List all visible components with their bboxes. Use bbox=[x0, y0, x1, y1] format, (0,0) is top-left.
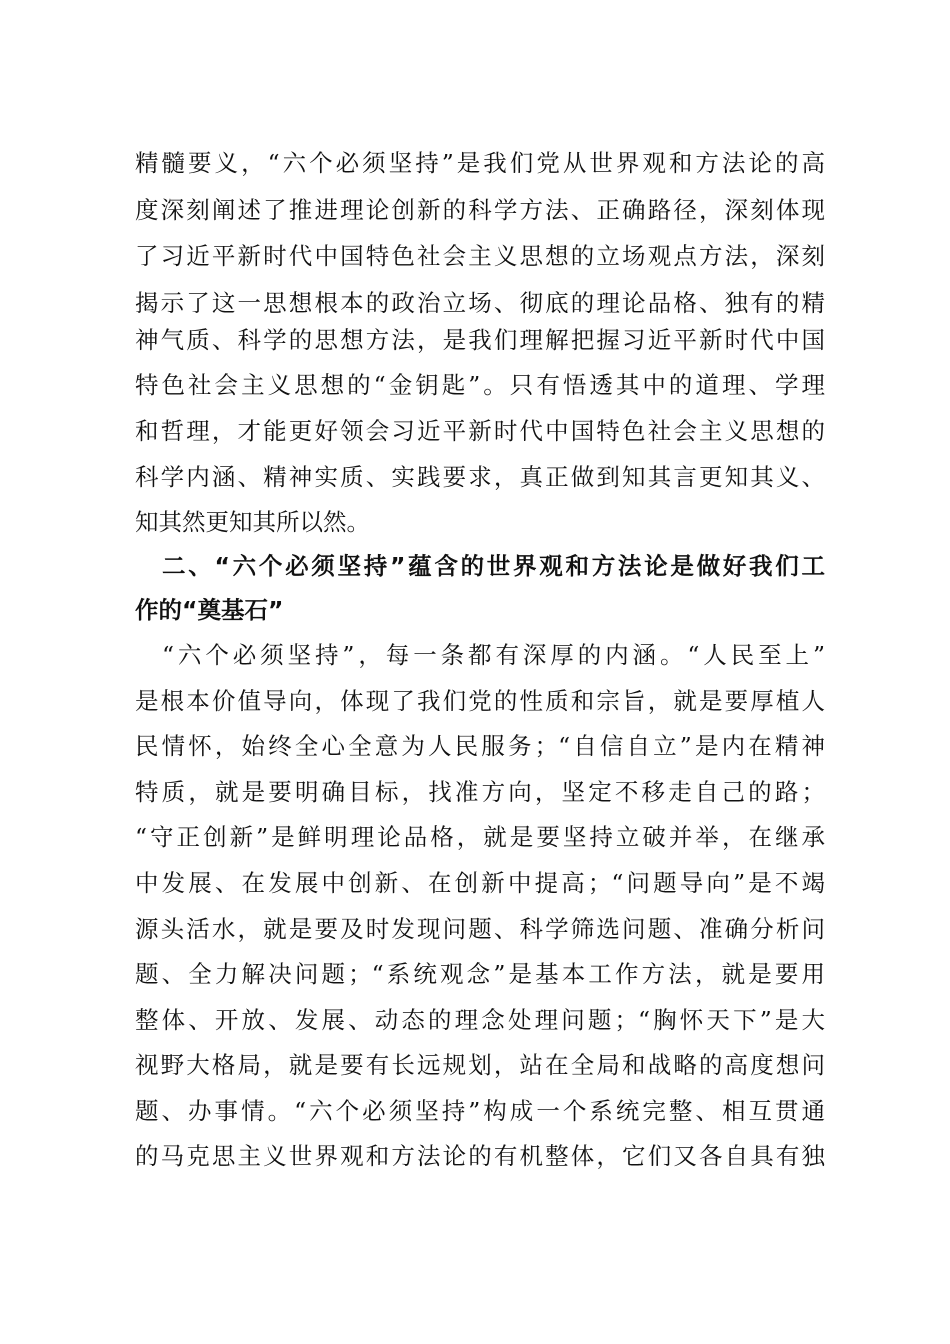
paragraph-2-line: 源头活水，就是要及时发现问题、科学筛选问题、准确分析问 bbox=[135, 915, 825, 943]
paragraph-2-line: 特质，就是要明确目标，找准方向，坚定不移走自己的路； bbox=[135, 778, 825, 806]
section-heading: 二、“六个必须坚持”蕴含的世界观和方法论是做好我们工 bbox=[162, 552, 825, 580]
paragraph-1-line: 精髓要义，“六个必须坚持”是我们党从世界观和方法论的高 bbox=[135, 149, 825, 177]
section-heading: 作的“奠基石” bbox=[135, 596, 284, 624]
paragraph-2-line: 是根本价值导向，体现了我们党的性质和宗旨，就是要厚植人 bbox=[135, 687, 825, 715]
paragraph-2-line: 民情怀，始终全心全意为人民服务；“自信自立”是内在精神 bbox=[135, 732, 825, 760]
paragraph-1-line: 和哲理，才能更好领会习近平新时代中国特色社会主义思想的 bbox=[135, 417, 825, 445]
paragraph-1-line: 了习近平新时代中国特色社会主义思想的立场观点方法，深刻 bbox=[135, 242, 825, 270]
paragraph-1-line: 揭示了这一思想根本的政治立场、彻底的理论品格、独有的精 bbox=[135, 289, 825, 317]
paragraph-2-line: 视野大格局，就是要有长远规划，站在全局和战略的高度想问 bbox=[135, 1051, 825, 1079]
paragraph-1-line: 科学内涵、精神实质、实践要求，真正做到知其言更知其义、 bbox=[135, 463, 825, 491]
paragraph-2-line: 题、全力解决问题；“系统观念”是基本工作方法，就是要用 bbox=[135, 960, 825, 988]
paragraph-2-line: “六个必须坚持”，每一条都有深厚的内涵。“人民至上” bbox=[162, 641, 825, 669]
paragraph-2-line: 中发展、在发展中创新、在创新中提高；“问题导向”是不竭 bbox=[135, 869, 825, 897]
paragraph-2-line: 的马克思主义世界观和方法论的有机整体，它们又各自具有独 bbox=[135, 1142, 825, 1170]
paragraph-1-line: 神气质、科学的思想方法，是我们理解把握习近平新时代中国 bbox=[135, 326, 825, 354]
paragraph-2-line: 题、办事情。“六个必须坚持”构成一个系统完整、相互贯通 bbox=[135, 1097, 825, 1125]
paragraph-1-line: 度深刻阐述了推进理论创新的科学方法、正确路径，深刻体现 bbox=[135, 196, 825, 224]
paragraph-2-line: 整体、开放、发展、动态的理念处理问题；“胸怀天下”是大 bbox=[135, 1006, 825, 1034]
paragraph-2-line: “守正创新”是鲜明理论品格，就是要坚持立破并举，在继承 bbox=[135, 823, 825, 851]
paragraph-1-line: 特色社会主义思想的“金钥匙”。只有悟透其中的道理、学理 bbox=[135, 371, 825, 399]
paragraph-1-line: 知其然更知其所以然。 bbox=[135, 508, 370, 536]
